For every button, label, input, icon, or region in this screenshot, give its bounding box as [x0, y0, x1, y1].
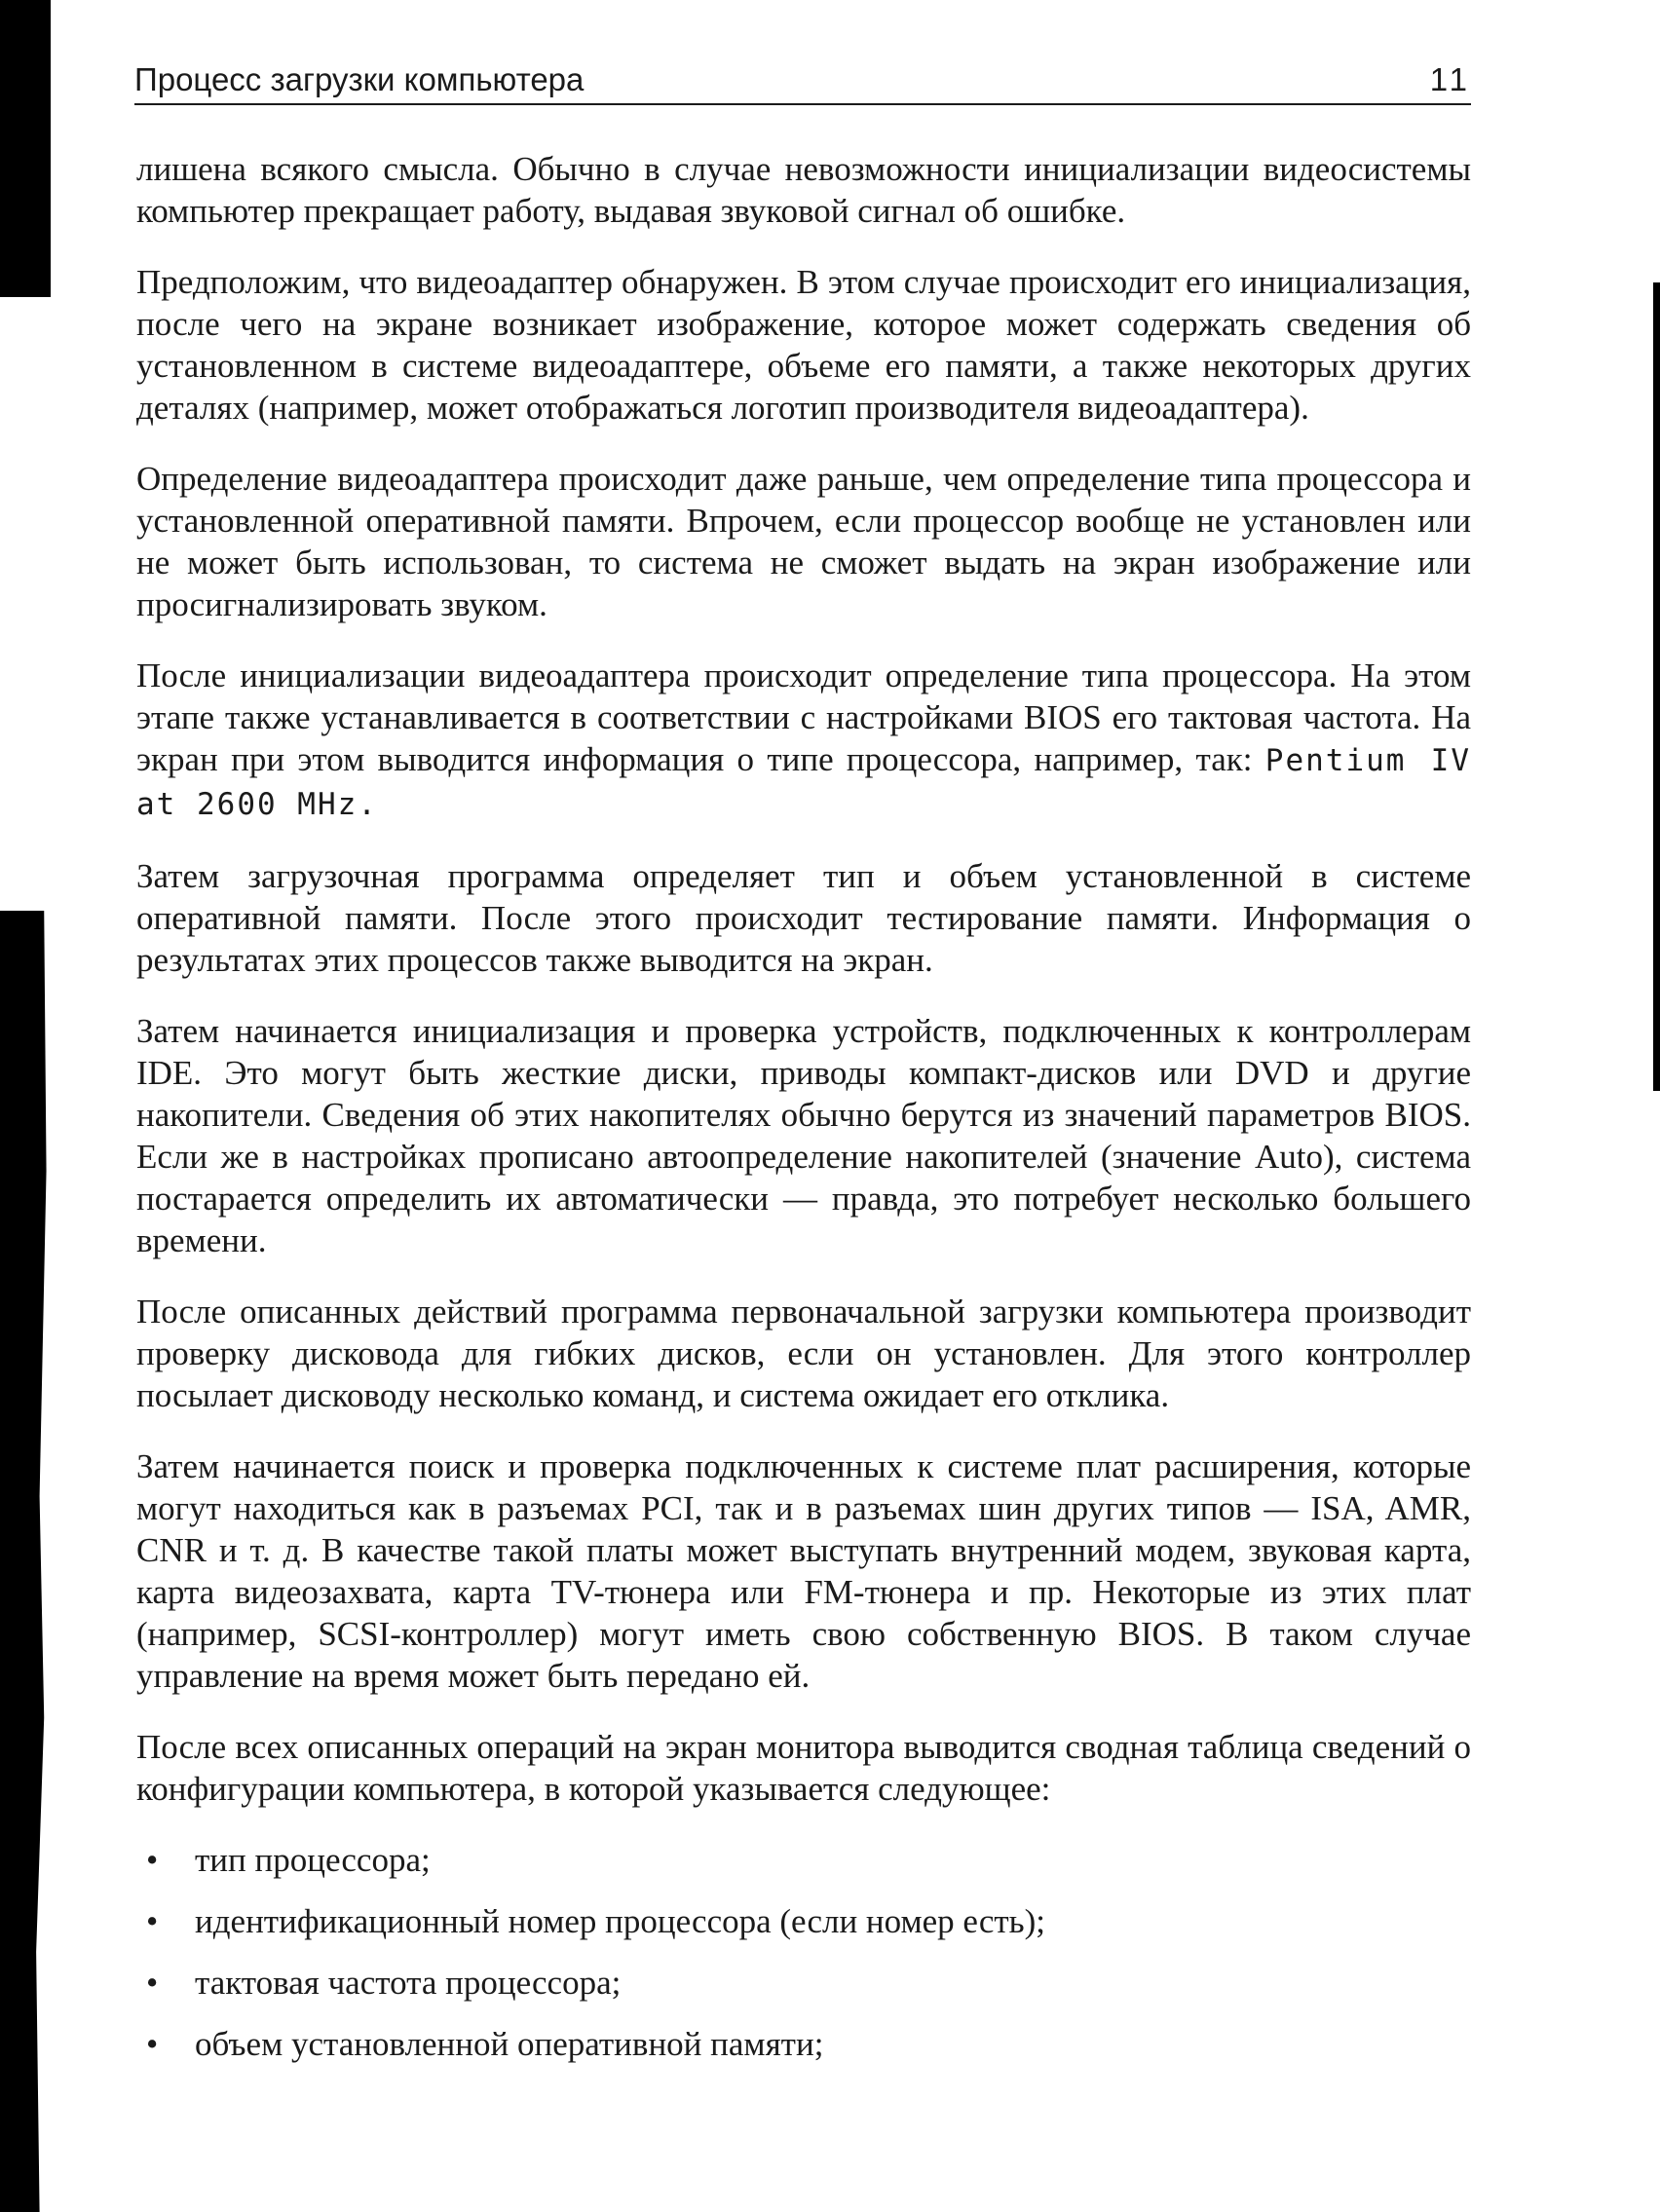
paragraph: Определение видеоадаптера происходит даже раньше, чем определение типа процессора и установленной оперативной памяти. Впрочем, если процессор вообще не установлен или не может быть использован, то система не сможет выдать на экран изображение или просигнализировать звуком.	[136, 460, 1471, 623]
paragraph: Предположим, что видеоадаптер обнаружен. В этом случае происходит его инициализация, после чего на экране возникает изображение, которое может содержать сведения об установленном в системе видеоадаптере, объеме его памяти, а также некоторых других деталях (например, может отображаться логотип производителя видеоадаптера).	[136, 263, 1471, 427]
paragraph: лишена всякого смысла. Обычно в случае невозможности инициализации видеосистемы компьютер прекращает работу, выдавая звуковой сигнал об ошибке.	[136, 150, 1471, 230]
config-list	[136, 1839, 1471, 2065]
bullet-icon: •	[146, 1902, 159, 1940]
list-item-text: тактовая частота процессора;	[195, 1964, 622, 2002]
list-item	[136, 1900, 1471, 1942]
paragraph: Затем начинается поиск и проверка подключенных к системе плат расширения, которые могут находиться как в разъемах PCI, так и в разъемах шин других типов — ISA, AMR, CNR и т. д. В качестве такой платы может выступать внутренний модем, звуковая карта, карта видеозахвата, карта TV-тюнера или FM-тюнера и пр. Некоторые из этих плат (например, SCSI-контроллер) могут иметь свою собственную BIOS. В таком случае управление на время может быть передано ей.	[136, 1447, 1471, 1695]
list-item	[136, 1839, 1471, 1881]
scan-edge-left-bottom	[0, 911, 57, 2212]
page-number: 11	[1429, 61, 1471, 97]
bullet-icon: •	[146, 2025, 159, 2063]
paragraph: После описанных действий программа первоначальной загрузки компьютера производит проверку дисковода для гибких дисков, если он установлен. Для этого контроллер посылает дисководу несколько команд, и система ожидает его отклика.	[136, 1293, 1471, 1414]
running-head	[134, 60, 1471, 105]
paragraph: Затем загрузочная программа определяет тип и объем установленной в системе оперативной памяти. После этого происходит тестирование памяти. Информация о результатах этих процессов также выводится на экран.	[136, 857, 1471, 979]
chapter-title: Процесс загрузки компьютера	[134, 61, 585, 97]
body-text	[136, 148, 1471, 2084]
scan-edge-left-top	[0, 0, 51, 297]
bullet-icon: •	[146, 1964, 159, 2002]
paragraph: Затем начинается инициализация и проверка устройств, подключенных к контроллерам IDE. Это могут быть жесткие диски, приводы компакт-дисков или DVD и другие накопители. Сведения об этих накопителях обычно берутся из значений параметров BIOS. Если же в настройках прописано автоопределение накопителей (значение Auto), система постарается определить их автоматически — правда, это потребует несколько большего времени.	[136, 1012, 1471, 1259]
list-item	[136, 1962, 1471, 2004]
paragraph-text: После инициализации видеоадаптера происходит определение типа процессора. На этом этапе также устанавливается в соответствии с настройками BIOS его тактовая частота. На экран при этом выводится информация о типе процессора, например, так:	[136, 656, 1471, 778]
list-item-text: тип процессора;	[195, 1841, 431, 1879]
paragraph: После всех описанных операций на экран монитора выводится сводная таблица сведений о конфигурации компьютера, в которой указывается следующее:	[136, 1728, 1471, 1808]
list-item-text: объем установленной оперативной памяти;	[195, 2025, 824, 2063]
scan-edge-right	[1653, 282, 1660, 1091]
paragraph-cpu	[136, 655, 1471, 826]
list-item	[136, 2023, 1471, 2065]
bullet-icon: •	[146, 1841, 159, 1879]
cpu-example: Pentium IV at 2600 MHz.	[136, 743, 1471, 822]
list-item-text: идентификационный номер процессора (если номер есть);	[195, 1902, 1046, 1940]
